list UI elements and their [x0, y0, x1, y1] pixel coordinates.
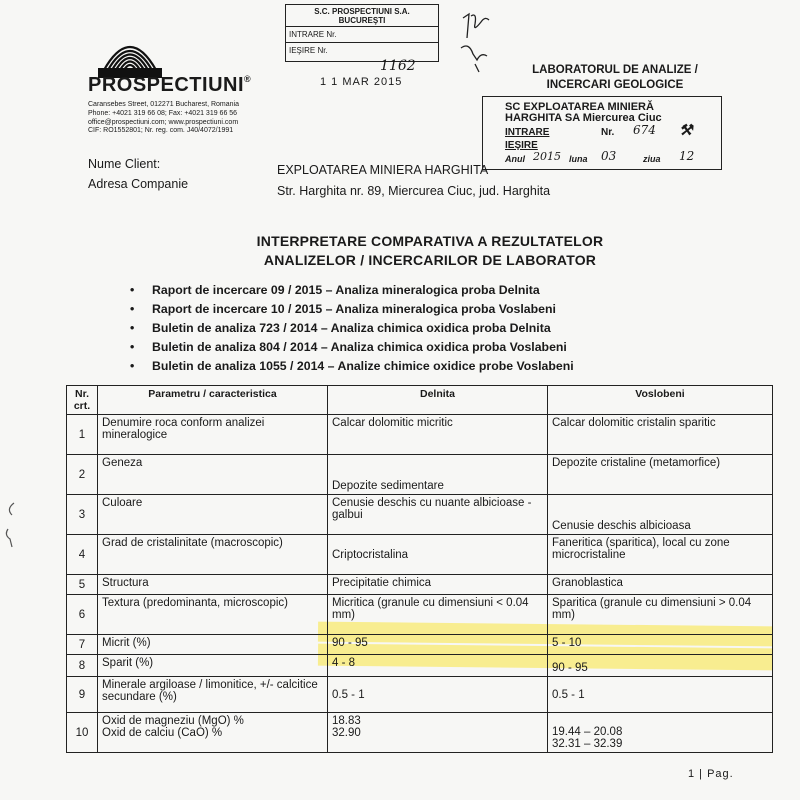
stamp-client-ziua: ziua	[643, 154, 661, 164]
header-param: Parametru / caracteristica	[98, 386, 328, 415]
stamp-client-luna: luna	[569, 154, 588, 164]
stamp-client-line2: HARGHITA SA Miercurea Ciuc	[505, 112, 662, 124]
client-name-label: Nume Client:	[88, 157, 161, 171]
header-voslabeni: Voslobeni	[548, 386, 773, 415]
table-row: 1 Denumire roca conform analizei mineralogice Calcar dolomitic micritic Calcar dolomitic cristalin sparitic	[67, 415, 773, 455]
page-footer: 1 | Pag.	[688, 768, 734, 780]
address-line: Phone: +4021 319 66 08; Fax: +4021 319 66 56	[88, 109, 238, 117]
header-nr: Nr. crt.	[67, 386, 98, 415]
list-item: • Raport de incercare 09 / 2015 – Analiza mineralogica proba Delnita	[130, 283, 540, 297]
signature-icon	[455, 8, 505, 78]
comparison-table	[66, 385, 773, 753]
stamp-client-intrare: INTRARE	[505, 127, 550, 138]
header-delnita: Delnita	[328, 386, 548, 415]
stamp-intrare: INTRARE Nr.	[286, 27, 438, 43]
table-row: 6 Textura (predominanta, microscopic) Micritica (granule cu dimensiuni < 0.04 mm) Sparitica (granule cu dimensiuni > 0.04 mm)	[67, 595, 773, 635]
address-line: Caransebes Street, 012271 Bucharest, Romania	[88, 101, 239, 108]
stamp-iesire: IEŞIRE Nr.	[289, 46, 328, 55]
lab-line-2: INCERCARI GEOLOGICE	[546, 79, 684, 91]
table-row: 10 Oxid de magneziu (MgO) % Oxid de calciu (CaO) % 18.83 32.90 19.44 – 20.08 32.31 – 32.39	[67, 713, 773, 753]
handwritten-entry-number: 674	[633, 123, 656, 137]
stamp-company: S.C. PROSPECTIUNI S.A.	[314, 7, 410, 16]
title-line-1: INTERPRETARE COMPARATIVA A REZULTATELOR	[256, 233, 604, 249]
stamp-client-iesire: IEŞIRE	[505, 140, 538, 151]
client-registration-stamp	[482, 96, 722, 170]
list-item: • Buletin de analiza 804 / 2014 – Analiza chimica oxidica proba Voslabeni	[130, 340, 567, 354]
handwritten-day: 12	[679, 149, 695, 163]
stamp-client-line1: SC EXPLOATAREA MINIERĂ	[505, 101, 654, 113]
lab-line-1: LABORATORUL DE ANALIZE /	[532, 64, 698, 76]
list-item: • Raport de incercare 10 / 2015 – Analiza mineralogica proba Voslabeni	[130, 302, 556, 316]
reports-list	[130, 281, 574, 376]
stamp-date: 1 1 MAR 2015	[320, 76, 403, 88]
handwritten-number: 1162	[380, 58, 416, 74]
client-name: EXPLOATAREA MINIERA HARGHITA	[277, 163, 489, 177]
laboratory-header	[500, 63, 730, 93]
handwritten-month: 03	[601, 149, 617, 163]
table-row: 9 Minerale argiloase / limonitice, +/- calcitice secundare (%) 0.5 - 1 0.5 - 1	[67, 677, 773, 713]
client-address-label: Adresa Companie	[88, 177, 189, 191]
title-line-2: ANALIZELOR / INCERCARILOR DE LABORATOR	[263, 252, 597, 268]
address-line: office@prospectiuni.com; www.prospectiuni.com	[88, 118, 239, 126]
brand-name: PROSPECTIUNI®	[88, 74, 252, 96]
address-line: CIF: RO1552801; Nr. reg. com. J40/4072/1991	[88, 127, 234, 135]
table-header-row	[67, 386, 773, 415]
stamp-city: BUCUREŞTI	[338, 16, 386, 25]
table-row: 4 Grad de cristalinitate (macroscopic) Criptocristalina Faneritica (sparitica), local cu zone microcristaline	[67, 535, 773, 575]
table-row: 2 Geneza Depozite sedimentare Depozite cristaline (metamorfice)	[67, 455, 773, 495]
table-row: 5 Structura Precipitatie chimica Granoblastica	[67, 575, 773, 595]
stamp-client-nr: Nr.	[601, 127, 615, 138]
page-title	[150, 232, 710, 270]
registration-stamp	[285, 4, 439, 62]
mining-icon: ⚒	[679, 121, 693, 139]
table-row: 7 Micrit (%) 90 - 95 5 - 10	[67, 635, 773, 655]
prospectiuni-logo-icon	[98, 30, 162, 78]
company-address	[88, 101, 239, 136]
list-item: • Buletin de analiza 1055 / 2014 – Analize chimice oxidice probe Voslabeni	[130, 359, 574, 373]
client-address: Str. Harghita nr. 89, Miercurea Ciuc, jud. Harghita	[277, 184, 551, 198]
margin-mark-icon	[2, 495, 30, 555]
table-row: 8 Sparit (%) 4 - 8 90 - 95	[67, 655, 773, 677]
list-item: • Buletin de analiza 723 / 2014 – Analiza chimica oxidica proba Delnita	[130, 321, 551, 335]
stamp-client-anul: Anul	[505, 154, 525, 164]
handwritten-year: 2015	[533, 150, 561, 163]
table-row: 3 Culoare Cenusie deschis cu nuante albicioase - galbui Cenusie deschis albicioasa	[67, 495, 773, 535]
